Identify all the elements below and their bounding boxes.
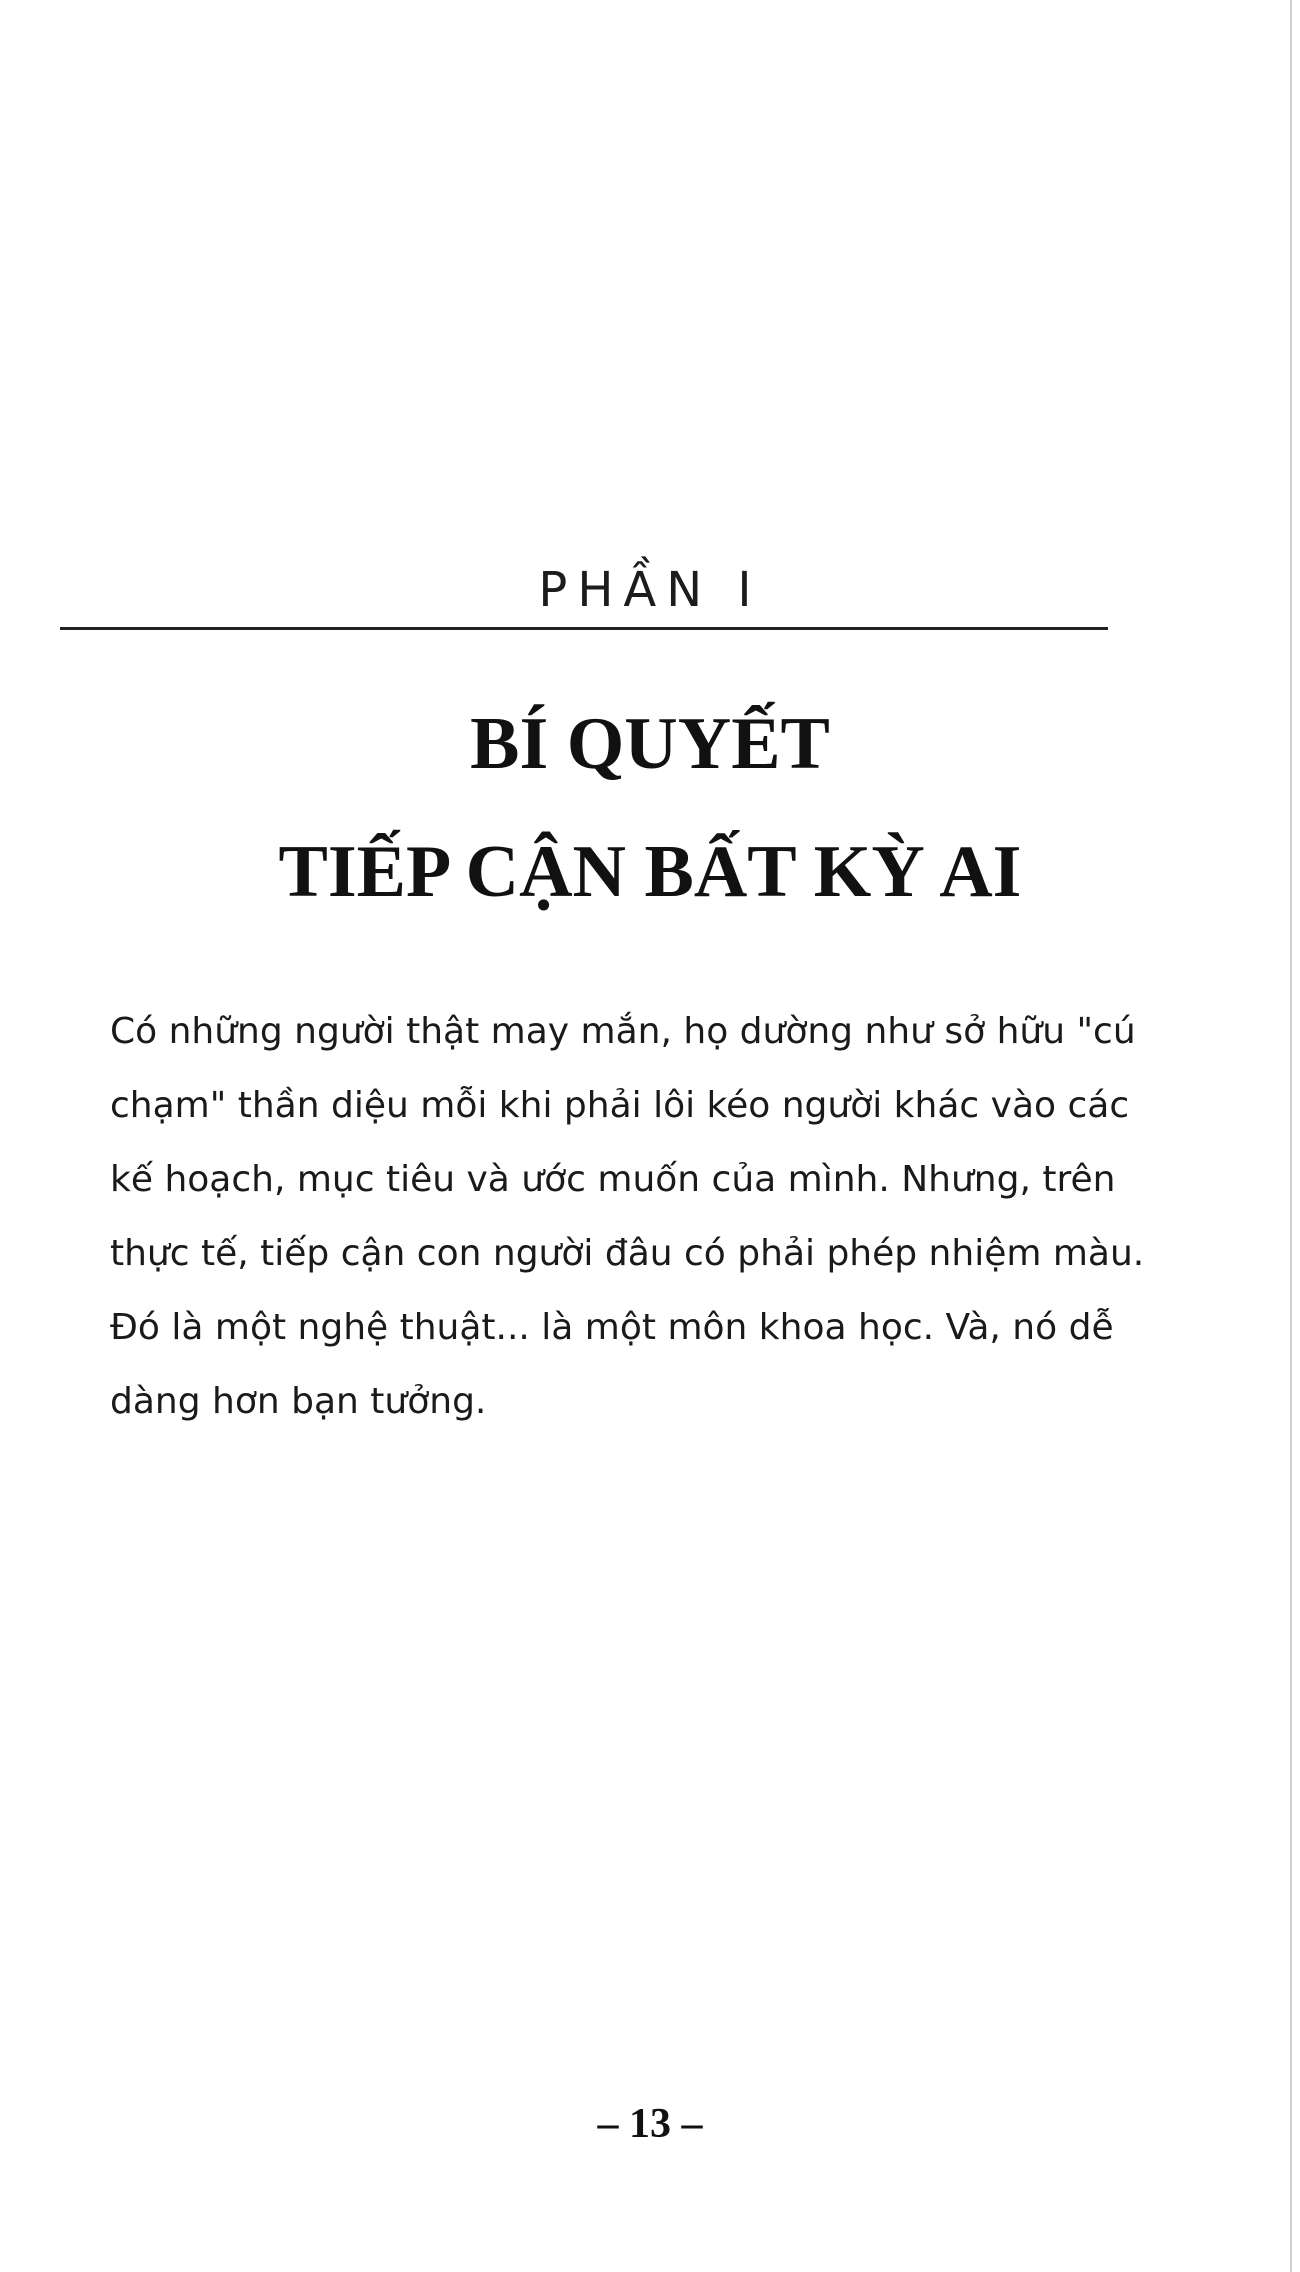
part-label: PHẦN I: [538, 562, 762, 618]
chapter-title-line-1: BÍ QUYẾT: [470, 703, 830, 785]
page-number: – 13 –: [597, 2101, 703, 2147]
intro-paragraph: [110, 995, 1145, 1439]
title-divider: [60, 627, 1108, 630]
paragraph-line: kế hoạch, mục tiêu và ước muốn của mình. Nhưng, trên: [110, 1159, 1116, 1200]
paragraph-line: chạm" thần diệu mỗi khi phải lôi kéo người khác vào các: [110, 1085, 1130, 1126]
paragraph-line: thực tế, tiếp cận con người đâu có phải phép nhiệm màu.: [110, 1233, 1145, 1274]
paragraph-line: Có những người thật may mắn, họ dường như sở hữu "cú: [110, 1011, 1136, 1052]
paragraph-line: dàng hơn bạn tưởng.: [110, 1381, 487, 1422]
paragraph-line: Đó là một nghệ thuật... là một môn khoa học. Và, nó dễ: [110, 1307, 1114, 1348]
chapter-title: [0, 680, 1300, 936]
chapter-title-line-2: TIẾP CẬN BẤT KỲ AI: [278, 831, 1022, 913]
page-edge-line: [1290, 0, 1292, 2272]
